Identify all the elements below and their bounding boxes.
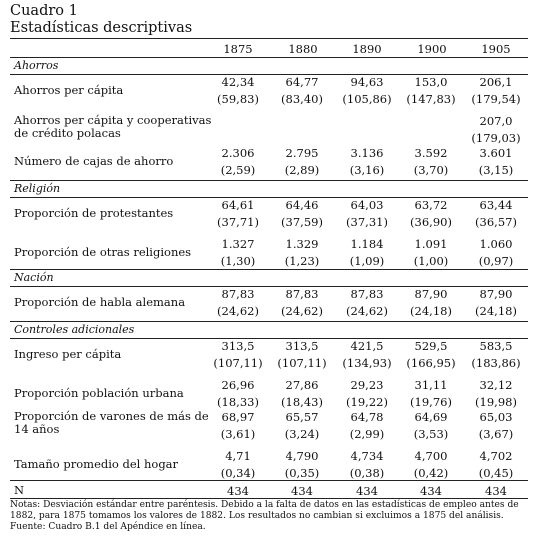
- table-cell-value: 87,83: [285, 287, 319, 301]
- row-label: Proporción de protestantes: [14, 206, 174, 220]
- table-cell-value: 1.060: [479, 237, 513, 251]
- table-cell-sd: (1,00): [413, 254, 449, 268]
- table-cell-value: 64,46: [285, 198, 319, 212]
- row-label: Tamaño promedio del hogar: [14, 457, 179, 471]
- table-cell-value: 31,11: [414, 378, 448, 392]
- table-cell-sd: (36,90): [410, 215, 452, 229]
- table-cell-sd: (1,23): [284, 254, 320, 268]
- row-label: Número de cajas de ahorro: [14, 154, 174, 168]
- table-cell-sd: (18,33): [217, 395, 259, 409]
- table-cell-value: 64,78: [350, 410, 384, 424]
- table-cell-sd: (1,30): [220, 254, 256, 268]
- table-cell-value: 4,790: [285, 449, 319, 463]
- table-cell-value: 32,12: [479, 378, 513, 392]
- row-label: Proporción de varones de más de: [14, 409, 209, 423]
- section-title: Controles adicionales: [14, 323, 135, 336]
- note-line: Fuente: Cuadro B.1 del Apéndice en línea.: [10, 522, 206, 532]
- table-cell-sd: (37,31): [346, 215, 388, 229]
- rule-top: [10, 38, 528, 39]
- table-cell-value: 87,83: [221, 287, 255, 301]
- table-cell-sd: (18,43): [281, 395, 323, 409]
- table-cell-sd: (0,38): [349, 466, 385, 480]
- note-line: 1882, para 1875 tomamos los valores de 1882. Los resultados no cambian si excluimos a 1875 del análisis.: [10, 511, 504, 521]
- table-cell-value: 26,96: [221, 378, 255, 392]
- table-cell-sd: (59,83): [217, 92, 259, 106]
- table-cell-value: 87,90: [479, 287, 513, 301]
- column-header: 1905: [481, 42, 511, 56]
- table-title: Estadísticas descriptivas: [10, 20, 193, 36]
- table-cell-value: 529,5: [414, 339, 448, 353]
- table-cell-sd: (36,57): [475, 215, 517, 229]
- row-label: 14 años: [14, 422, 60, 436]
- table-cell-value: 29,23: [350, 378, 384, 392]
- table-cell: 434: [227, 484, 249, 498]
- table-cell-value: 2.795: [285, 146, 319, 160]
- table-cell-sd: (24,62): [217, 304, 259, 318]
- row-label: Ingreso per cápita: [14, 347, 122, 361]
- table-cell-value: 87,83: [350, 287, 384, 301]
- row-label: Proporción población urbana: [14, 386, 184, 400]
- table-cell-sd: (0,34): [220, 466, 256, 480]
- table-cell-sd: (3,15): [478, 163, 514, 177]
- table-cell-value: 313,5: [285, 339, 319, 353]
- table-cell-value: 63,44: [479, 198, 513, 212]
- section-rule: [10, 180, 528, 181]
- table-cell-value: 65,03: [479, 410, 513, 424]
- table-cell-value: 1.329: [285, 237, 319, 251]
- table-cell-value: 65,57: [285, 410, 319, 424]
- table-cell-sd: (3,61): [220, 427, 256, 441]
- column-header: 1880: [288, 42, 318, 56]
- table-cell: 434: [485, 484, 507, 498]
- table-cell-value: 206,1: [479, 75, 513, 89]
- table-cell-sd: (2,99): [349, 427, 385, 441]
- table-cell-sd: (24,18): [410, 304, 452, 318]
- table-cell-sd: (183,86): [471, 356, 521, 370]
- table-cell-value: 3.136: [350, 146, 384, 160]
- table-cell-sd: (24,18): [475, 304, 517, 318]
- note-line: Notas: Desviación estándar entre paréntesis. Debido a la falta de datos en las estadísticas de empleo antes de: [10, 500, 519, 510]
- table-cell-sd: (3,16): [349, 163, 385, 177]
- table-cell-sd: (107,11): [213, 356, 263, 370]
- section-rule: [10, 269, 528, 270]
- table-cell-sd: (1,09): [349, 254, 385, 268]
- table-cell-sd: (105,86): [342, 92, 392, 106]
- table-cell-value: 207,0: [479, 114, 513, 128]
- table-cell-sd: (0,35): [284, 466, 320, 480]
- table-cell: 434: [291, 484, 313, 498]
- table-number: Cuadro 1: [10, 3, 78, 19]
- table-cell-value: 64,77: [285, 75, 319, 89]
- row-label: Ahorros per cápita y cooperativas: [14, 113, 212, 127]
- column-header: 1890: [352, 42, 382, 56]
- table-cell-sd: (147,83): [406, 92, 456, 106]
- rule-bottom: [10, 498, 528, 499]
- row-label: Proporción de otras religiones: [14, 245, 192, 259]
- table-cell-sd: (0,97): [478, 254, 514, 268]
- table-cell-value: 421,5: [350, 339, 384, 353]
- table-cell-value: 4,71: [225, 449, 251, 463]
- table-cell-value: 64,03: [350, 198, 384, 212]
- table-cell-sd: (3,24): [284, 427, 320, 441]
- table-cell-value: 3.601: [479, 146, 513, 160]
- row-label: Proporción de habla alemana: [14, 295, 186, 309]
- table-cell-value: 87,90: [414, 287, 448, 301]
- section-rule: [10, 321, 528, 322]
- table-cell-sd: (2,89): [284, 163, 320, 177]
- table-cell-value: 4,700: [414, 449, 448, 463]
- table-cell-value: 4,734: [350, 449, 384, 463]
- table-cell-sd: (37,71): [217, 215, 259, 229]
- table-cell-sd: (0,45): [478, 466, 514, 480]
- table-cell-sd: (3,53): [413, 427, 449, 441]
- table-cell-sd: (3,67): [478, 427, 514, 441]
- table-cell-value: 1.184: [350, 237, 384, 251]
- table-cell-value: 64,69: [414, 410, 448, 424]
- table-cell-sd: (134,93): [342, 356, 392, 370]
- table-cell-value: 42,34: [221, 75, 255, 89]
- table-cell-sd: (83,40): [281, 92, 323, 106]
- table-cell: 434: [420, 484, 442, 498]
- table-cell-sd: (179,03): [471, 131, 521, 145]
- table-cell-value: 4,702: [479, 449, 513, 463]
- section-title: Ahorros: [14, 59, 59, 72]
- column-header: 1900: [417, 42, 447, 56]
- table-cell-value: 1.091: [414, 237, 448, 251]
- section-title: Nación: [14, 271, 54, 284]
- row-label: Ahorros per cápita: [14, 83, 124, 97]
- rule-header: [10, 57, 528, 58]
- table-cell-value: 153,0: [414, 75, 448, 89]
- table-cell-sd: (19,76): [410, 395, 452, 409]
- column-header: 1875: [223, 42, 253, 56]
- table-cell-sd: (3,70): [413, 163, 449, 177]
- table-cell-sd: (19,98): [475, 395, 517, 409]
- table-cell-value: 3.592: [414, 146, 448, 160]
- rule-before-n: [10, 480, 528, 481]
- row-label: de crédito polacas: [14, 126, 121, 140]
- table-cell-value: 64,61: [221, 198, 255, 212]
- table-cell-sd: (37,59): [281, 215, 323, 229]
- table-notes: [10, 500, 530, 533]
- table-cell-sd: (2,59): [220, 163, 256, 177]
- table-cell-value: 63,72: [414, 198, 448, 212]
- table-cell-value: 1.327: [221, 237, 255, 251]
- table-cell-sd: (24,62): [281, 304, 323, 318]
- table-cell-value: 2.306: [221, 146, 255, 160]
- table-cell-value: 583,5: [479, 339, 513, 353]
- table-cell-value: 27,86: [285, 378, 319, 392]
- table-cell-value: 94,63: [350, 75, 384, 89]
- table-cell-sd: (107,11): [277, 356, 327, 370]
- table-cell-sd: (179,54): [471, 92, 521, 106]
- table-cell-sd: (0,42): [413, 466, 449, 480]
- section-title: Religión: [14, 182, 61, 195]
- table-cell-sd: (24,62): [346, 304, 388, 318]
- table-cell-sd: (19,22): [346, 395, 388, 409]
- table-cell-sd: (166,95): [406, 356, 456, 370]
- table-cell: 434: [356, 484, 378, 498]
- n-label: N: [14, 483, 25, 497]
- table-cell-value: 68,97: [221, 410, 255, 424]
- table-cell-value: 313,5: [221, 339, 255, 353]
